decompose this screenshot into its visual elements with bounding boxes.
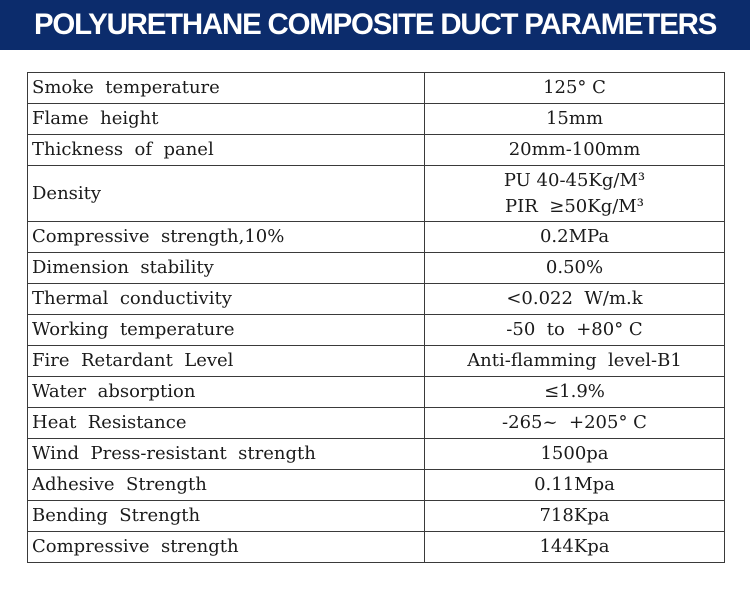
table-row: [28, 470, 725, 501]
parameter-value: 144Kpa: [539, 536, 610, 557]
parameter-name-cell: Wind Press-resistant strength: [28, 439, 425, 470]
table-row: [28, 253, 725, 284]
parameters-table: [27, 72, 725, 563]
parameters-table-body: [28, 73, 725, 563]
parameter-value-cell: [425, 253, 725, 284]
table-row: [28, 166, 725, 222]
parameter-name-cell: Working temperature: [28, 315, 425, 346]
page-title: POLYURETHANE COMPOSITE DUCT PARAMETERS: [33, 8, 717, 41]
parameter-name-cell: Adhesive Strength: [28, 470, 425, 501]
title-banner: [0, 0, 750, 50]
parameter-name-cell: Dimension stability: [28, 253, 425, 284]
parameter-value: 0.2MPa: [539, 226, 610, 247]
parameter-value-cell: [425, 166, 725, 222]
table-row: [28, 284, 725, 315]
parameter-name-cell: Compressive strength: [28, 532, 425, 563]
parameter-name-cell: Thermal conductivity: [28, 284, 425, 315]
parameter-value: 20mm-100mm: [508, 139, 641, 160]
table-row: [28, 135, 725, 166]
parameter-value: <0.022 W/m.k: [506, 288, 643, 309]
parameter-value: ≤1.9%: [544, 381, 605, 402]
parameter-name-cell: Flame height: [28, 104, 425, 135]
parameter-value: -265~ +205° C: [502, 412, 647, 433]
table-row: [28, 222, 725, 253]
parameter-value: 718Kpa: [539, 505, 610, 526]
parameter-value: 0.50%: [545, 257, 604, 278]
parameter-name-cell: Thickness of panel: [28, 135, 425, 166]
parameter-value-cell: [425, 408, 725, 439]
parameter-name-cell: Heat Resistance: [28, 408, 425, 439]
parameter-name-cell: Smoke temperature: [28, 73, 425, 104]
parameter-value-cell: [425, 532, 725, 563]
parameter-value-cell: [425, 284, 725, 315]
parameter-value: PU 40-45Kg/M³: [503, 169, 646, 191]
parameter-value-cell: [425, 222, 725, 253]
parameter-value-cell: [425, 315, 725, 346]
parameter-value: 125° C: [543, 77, 606, 98]
parameter-value: Anti-flamming level-B1: [467, 350, 682, 371]
table-row: [28, 439, 725, 470]
parameter-value: 1500pa: [540, 443, 609, 464]
parameter-name-cell: Water absorption: [28, 377, 425, 408]
table-row: [28, 532, 725, 563]
parameters-table-container: [27, 72, 724, 563]
table-row: [28, 73, 725, 104]
parameter-value: 0.11Mpa: [534, 474, 615, 495]
parameter-value: 15mm: [545, 108, 604, 129]
table-row: [28, 501, 725, 532]
table-row: [28, 408, 725, 439]
parameter-value-cell: [425, 377, 725, 408]
parameter-name-cell: Fire Retardant Level: [28, 346, 425, 377]
table-row: [28, 315, 725, 346]
parameter-value-cell: [425, 135, 725, 166]
parameter-value: PIR ≥50Kg/M³: [505, 195, 644, 217]
parameter-value-cell: [425, 346, 725, 377]
parameter-name-cell: Compressive strength,10%: [28, 222, 425, 253]
parameter-value-cell: [425, 104, 725, 135]
table-row: [28, 377, 725, 408]
parameter-value-cell: [425, 73, 725, 104]
table-row: [28, 346, 725, 377]
parameter-name-cell: Bending Strength: [28, 501, 425, 532]
table-row: [28, 104, 725, 135]
parameter-value-cell: [425, 439, 725, 470]
parameter-name-cell: Density: [28, 166, 425, 222]
parameter-value-cell: [425, 501, 725, 532]
parameter-value: -50 to +80° C: [506, 319, 643, 340]
parameter-value-cell: [425, 470, 725, 501]
